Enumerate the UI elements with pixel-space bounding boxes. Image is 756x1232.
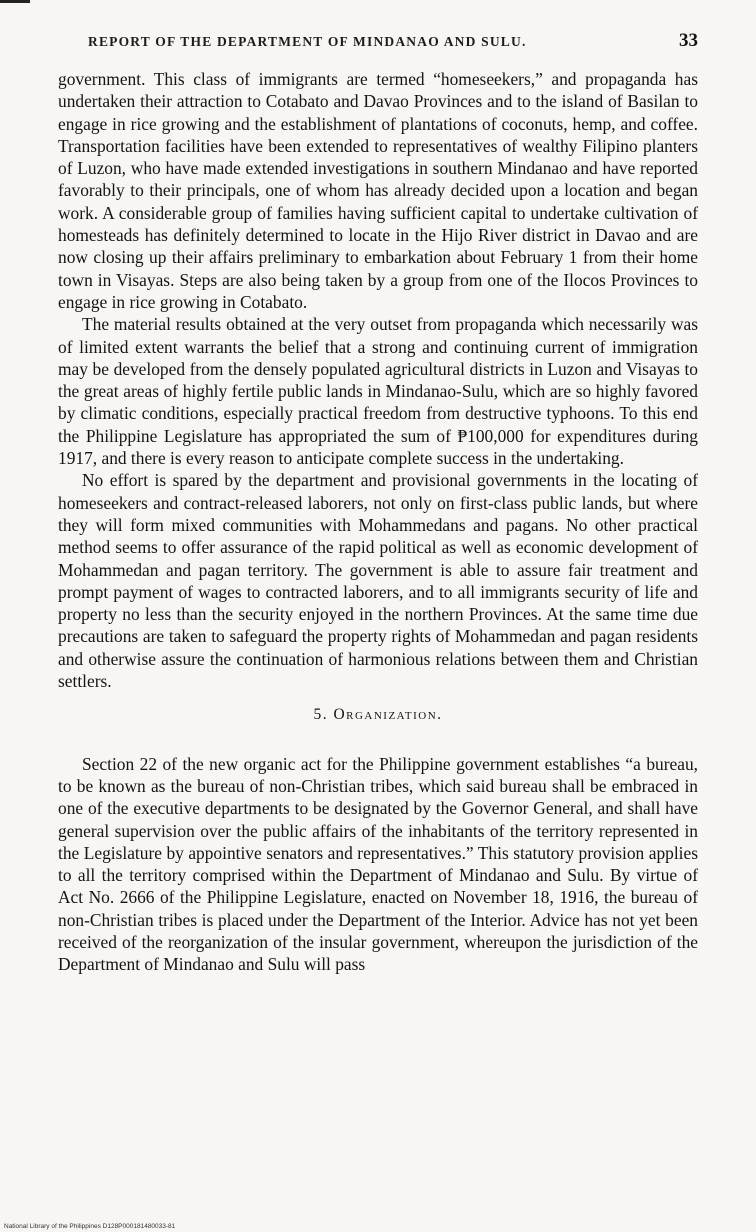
footer-credit: National Library of the Philippines D128P000181480033-81 (4, 1223, 176, 1230)
paragraph-4: Section 22 of the new organic act for the Philippine government establishes “a bureau, to be known as the bureau of non-Christian tribes, which said bureau shall be embraced in one of the executive departments to be designated by the Governor General, and shall have general supervision over the public affairs of the inhabitants of the territory represented in the Legislature by appointive senators and representatives.” This statutory provision applies to all the territory comprised within the Department of Mindanao and Sulu. By virtue of Act No. 2666 of the Philippine Legislature, enacted on November 18, 1916, the bureau of non-Christian tribes is placed under the Department of the Interior. Advice has not yet been received of the reorganization of the insular government, whereupon the jurisdiction of the Department of Mindanao and Sulu will pass (58, 753, 698, 975)
scan-edge-mark (0, 0, 30, 3)
paragraph-1: government. This class of immigrants are termed “homeseekers,” and propaganda has undertaken their attraction to Cotabato and Davao Provinces and to the island of Basilan to engage in rice growing and the establishment of plantations of coconuts, hemp, and coffee. Transportation facilities have been extended to representatives of wealthy Filipino planters of Luzon, who have made extended investigations in southern Mindanao and have reported favorably to their principals, one of whom has already decided upon a location and began work. A considerable group of families having sufficient capital to undertake cultivation of homesteads has definitely determined to locate in the Hijo River district in Davao and are now closing up their affairs preliminary to embarkation about February 1 from their home town in Visayas. Steps are also being taken by a group from one of the Ilocos Provinces to engage in rice growing in Cotabato. (58, 69, 698, 312)
paragraph-2: The material results obtained at the very outset from propaganda which necessarily was of limited extent warrants the belief that a strong and continuing current of immigration may be developed from the densely populated agricultural districts in Luzon and Visayas to the great areas of highly fertile public lands in Mindanao-Sulu, which are so highly favored by climatic conditions, especially practical freedom from destructive typhoons. To this end the Philippine Legislature has appropriated the sum of ₱100,000 for expenditures during 1917, and there is every reason to anticipate complete success in the undertaking. (58, 314, 698, 469)
paragraph-3: No effort is spared by the department and provisional governments in the locating of homeseekers and contract-released laborers, not only on first-class public lands, but where they will form mixed communities with Mohammedans and pagans. No other practical method seems to offer assurance of the rapid political as well as economic development of Mohammedan and pagan territory. The government is able to assure fair treatment and prompt payment of wages to contracted laborers, and to all immigrants security of life and property no less than the security enjoyed in the northern Provinces. At the same time due precautions are taken to safeguard the property rights of Mohammedan and pagan residents and otherwise assure the continuation of harmonious relations between them and Christian settlers. (58, 470, 698, 692)
section-heading: 5. Organization. (313, 706, 443, 724)
body-text (58, 68, 698, 976)
page-header (88, 30, 698, 52)
page-number: 33 (679, 30, 698, 51)
running-head: REPORT OF THE DEPARTMENT OF MINDANAO AND SULU. (88, 34, 527, 49)
